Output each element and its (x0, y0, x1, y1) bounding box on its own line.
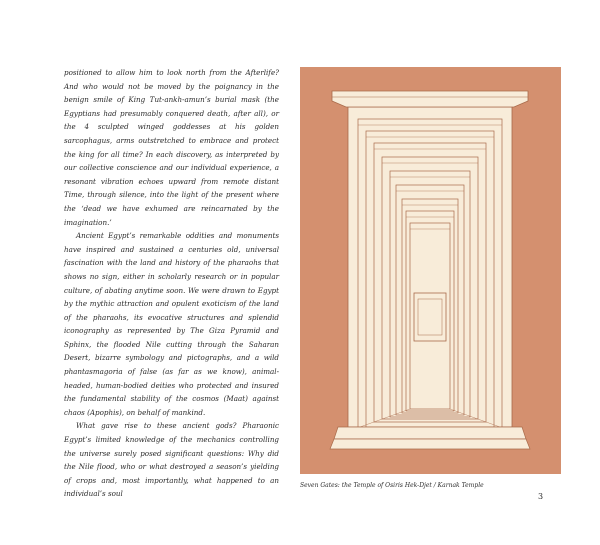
floor-step-2 (330, 439, 530, 449)
temple-gates-drawing (300, 67, 561, 474)
body-text-column (64, 66, 279, 501)
page-number: 3 (538, 492, 544, 501)
gate-cornice (332, 91, 528, 107)
inner-door-panel (414, 293, 446, 341)
paragraph-3: What gave rise to these ancient gods? Pharaonic Egypt’s limited knowledge of the mechanics controlling the universe surely posed significant questions: Why did the Nile flood, who or what destroyed a season’s yielding of crops and, most importantly, what happened to an individual’s soul (64, 421, 279, 499)
figure-caption: Seven Gates: the Temple of Osiris Hek-Djet / Karnak Temple (300, 482, 484, 489)
paragraph-2: Ancient Egypt’s remarkable oddities and monuments have inspired and sustained a centuries old, universal fascination with the land and history of the pharaohs that shows no sign, either in scholarly research or in popular culture, of abating anytime soon. We were drawn to Egypt by the mythic attraction and opulent exoticism of the land of the pharaohs, its evocative structures and splendid iconography as represented by The Giza Pyramid and Sphinx, the flooded Nile cutting through the Saharan Desert, bizarre symbology and pictographs, and a wild phantasmagoria of false (as far as we know), animal-headed, human-bodied deities who protected and insured the fundamental stability of the cosmos (Maat) against chaos (Apophis), on behalf of mankind. (64, 231, 279, 417)
paragraph-1: positioned to allow him to look north from the Afterlife? And who would not be moved by the poignancy in the benign smile of King Tut-ankh-amun’s burial mask (the Egyptians had presumably conquered death, after all), or the 4 sculpted winged goddesses at his golden sarcophagus, arms outstretched to embrace and protect the king for all time? In each discovery, as interpreted by our collective conscience and our individual experience, a resonant vibration echoes upward from remote distant Time, through silence, into the light of the present where the ‘dead we have exhumed are reincarnated by the imagination.’ (64, 68, 279, 227)
seven-gates-illustration (300, 67, 561, 474)
floor-step-1 (334, 427, 526, 439)
